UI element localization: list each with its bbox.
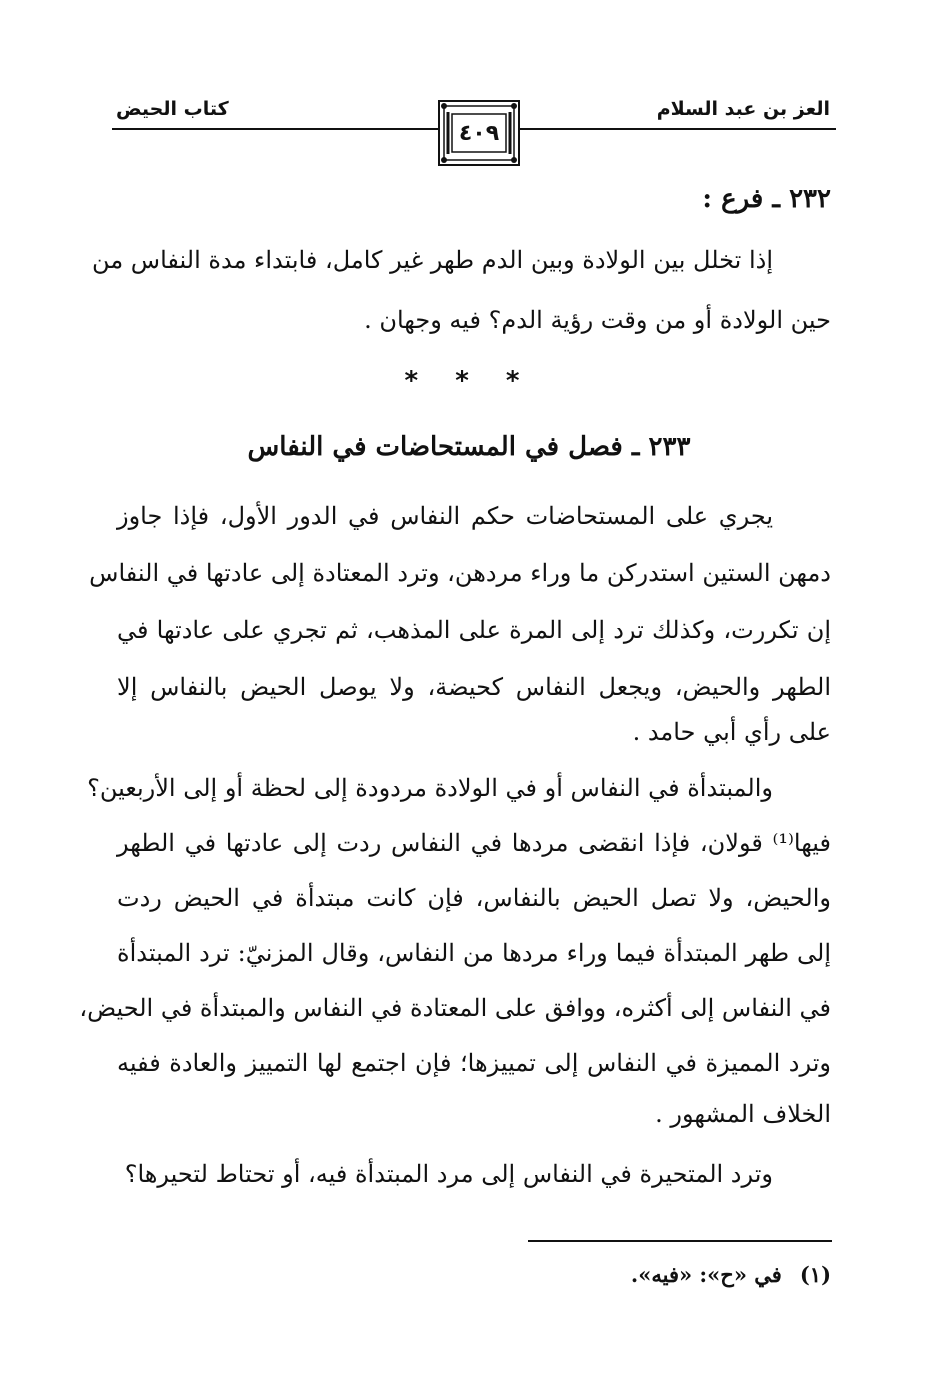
paragraph-line: حين الولادة أو من وقت رؤية الدم؟ فيه وجهان . [364,306,831,334]
paragraph-line: على رأي أبي حامد . [632,718,831,746]
paragraph-line: فيها⁽¹⁾ قولان، فإذا انقضى مردها في النفاس ردت إلى عادتها في الطهر [117,829,831,857]
paragraph-line: دمهن الستين استدركن ما وراء مردهن، وترد المعتادة إلى عادتها في النفاس [89,559,831,587]
paragraph-line: الطهر والحيض، ويجعل النفاس كحيضة، ولا يوصل الحيض بالنفاس إلا [117,673,831,701]
paragraph-line: إلى طهر المبتدأة فيما وراء مردها من النفاس، وقال المزنيّ: ترد المبتدأة [117,939,831,967]
footnote-rule [528,1240,832,1242]
paragraph-line: إذا تخلل بين الولادة وبين الدم طهر غير كامل، فابتداء مدة النفاس من [92,246,773,274]
paragraph-line: وترد المتحيرة في النفاس إلى مرد المبتدأة فيه، أو تحتاط لتحيرها؟ [124,1160,773,1188]
separator-stars: * * * [404,366,534,396]
paragraph-line: والحيض، ولا تصل الحيض بالنفاس، فإن كانت مبتدأة في الحيض ردت [117,884,831,912]
section-heading: ٢٣٣ ـ فصل في المستحاضات في النفاس [247,432,691,462]
paragraph-line: الخلاف المشهور . [655,1100,831,1128]
page-number: ٤٠٩ [458,120,500,146]
paragraph-line: والمبتدأة في النفاس أو في الولادة مردودة إلى لحظة أو إلى الأربعين؟ [87,774,773,802]
paragraph-line: وترد المميزة في النفاس إلى تمييزها؛ فإن اجتمع لها التمييز والعادة ففيه [117,1049,831,1077]
page-number-frame [438,100,520,166]
paragraph-line: إن تكررت، وكذلك ترد إلى المرة على المذهب، ثم تجري على عادتها في [117,616,831,644]
footnote-text: في «ح»: «فيه». [630,1262,782,1287]
footnote [631,1262,831,1287]
paragraph-line: في النفاس إلى أكثره، ووافق على المعتادة في النفاس والمبتدأة في الحيض، [79,994,831,1022]
footnote-mark: (١) [799,1262,831,1287]
header-rule-right [520,128,836,130]
branch-heading: ٢٣٢ ـ فرع : [702,184,831,214]
header-rule-left [112,128,438,130]
header-author: العز بن عبد السلام [656,98,830,120]
paragraph-line: يجري على المستحاضات حكم النفاس في الدور الأول، فإذا جاوز [117,502,773,530]
header-book-title: كتاب الحيض [116,98,229,120]
